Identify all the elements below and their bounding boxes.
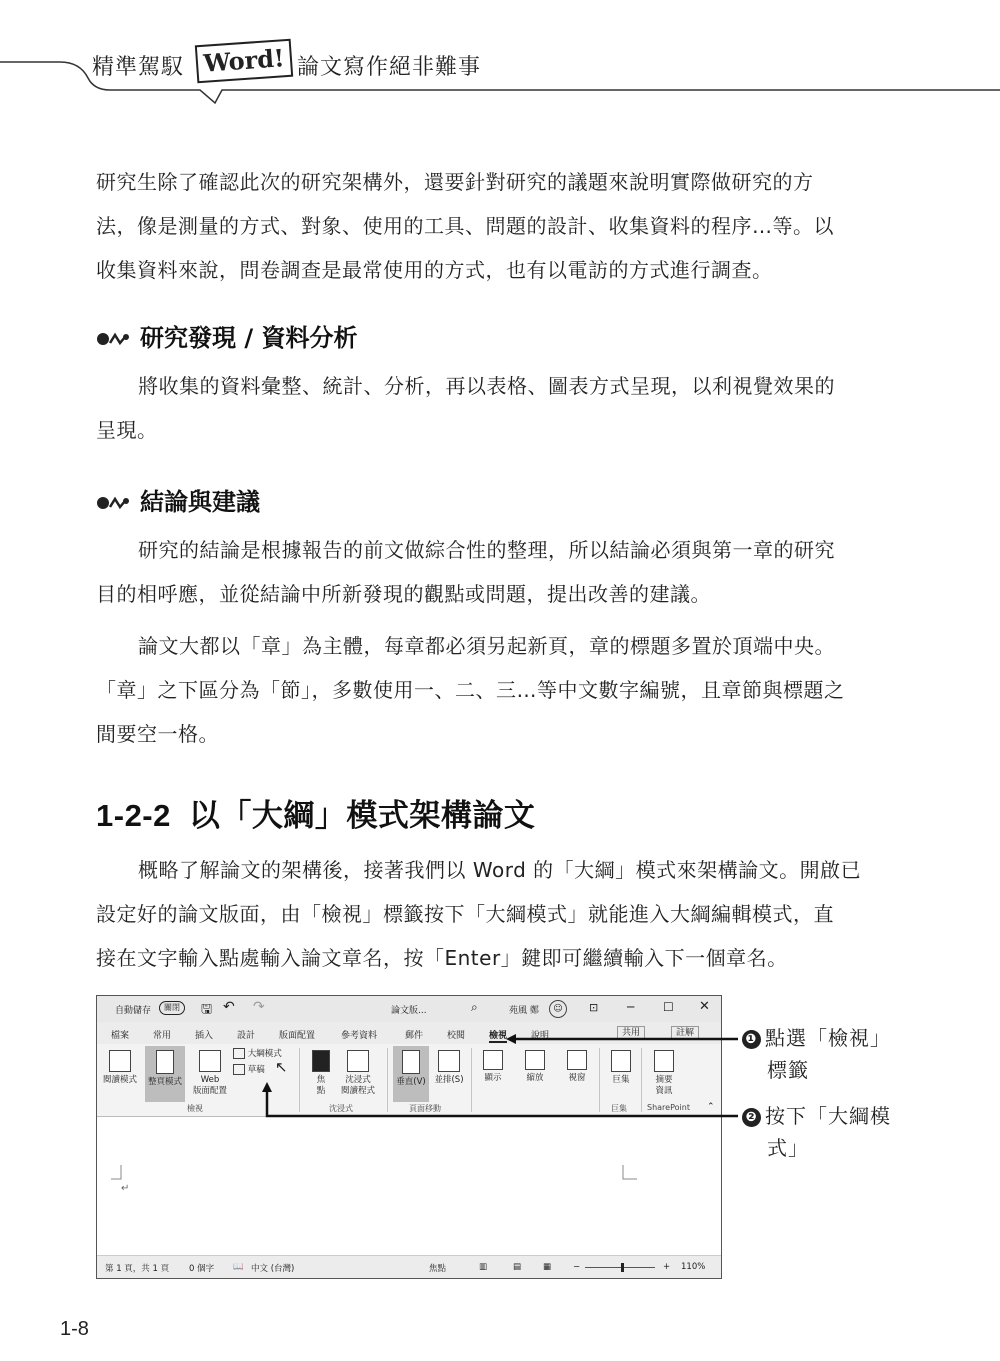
page-number: 1-8	[60, 1318, 89, 1340]
ribbon-display-icon[interactable]: ⊡	[589, 1001, 599, 1014]
user-name[interactable]: 苑風 鄭	[509, 1006, 539, 1016]
text-line: 間要空一格。	[96, 722, 219, 746]
language-indicator[interactable]: 中文 (台灣)	[251, 1264, 295, 1274]
callout-text: 按下「大綱模	[765, 1104, 891, 1128]
tab-mailings[interactable]: 郵件	[405, 1031, 424, 1041]
zoom-in-icon[interactable]: +	[663, 1262, 671, 1272]
document-title[interactable]: 論文版...	[391, 1006, 427, 1016]
mouse-pointer-icon: ↖	[275, 1058, 288, 1076]
read-mode-status-icon[interactable]: ▥	[479, 1262, 488, 1272]
subsection-title: 以「大綱」模式架構論文	[188, 798, 536, 834]
button-label: 垂直(V)	[396, 1077, 426, 1087]
avatar[interactable]: ☺	[549, 1000, 567, 1018]
text-line: 研究生除了確認此次的研究架構外，還要針對研究的議題來說明實際做研究的方	[96, 170, 814, 194]
word-count[interactable]: 0 個字	[189, 1264, 215, 1274]
word-logo: Word!	[195, 39, 293, 84]
button-label: 縮放	[526, 1073, 544, 1083]
button-label: 摘要	[655, 1075, 673, 1085]
callout-text: 式」	[767, 1136, 809, 1160]
comments-button[interactable]: 註解	[671, 1026, 699, 1040]
page-count[interactable]: 第 1 頁，共 1 頁	[105, 1264, 170, 1274]
button-label: 點	[316, 1086, 326, 1096]
button-label: 整頁模式	[147, 1077, 182, 1087]
text-line: 呈現。	[96, 418, 158, 442]
subsection-number: 1-2-2	[96, 798, 171, 833]
button-label: 視窗	[568, 1073, 586, 1083]
tab-home[interactable]: 常用	[153, 1031, 172, 1041]
group-label-macros: 巨集	[611, 1104, 627, 1113]
button-label: 焦	[316, 1075, 326, 1085]
text-line: 目的相呼應，並從結論中所新發現的觀點或問題，提出改善的建議。	[96, 582, 711, 606]
text-line: 設定好的論文版面，由「檢視」標籤按下「大綱模式」就能進入大綱編輯模式，直	[96, 902, 834, 926]
undo-icon[interactable]: ↶	[223, 999, 235, 1015]
group-label-views: 檢視	[187, 1104, 203, 1113]
print-layout-status-icon[interactable]: ▤	[513, 1262, 522, 1272]
tab-references[interactable]: 參考資料	[341, 1031, 378, 1041]
web-layout-status-icon[interactable]: ▦	[543, 1262, 552, 1272]
tab-layout[interactable]: 版面配置	[279, 1031, 316, 1041]
callout-2	[742, 1100, 891, 1164]
section-title: 研究發現 / 資料分析	[140, 324, 358, 352]
text-line: 論文大都以「章」為主體，每章都必須另起新頁，章的標題多置於頂端中央。	[138, 634, 835, 658]
callout-number: ❷	[742, 1108, 761, 1127]
tab-insert[interactable]: 插入	[195, 1031, 214, 1041]
tab-help[interactable]: 說明	[531, 1031, 550, 1041]
text-line: 研究的結論是根據報告的前文做綜合性的整理，所以結論必須與第一章的研究	[138, 538, 835, 562]
zoom-out-icon[interactable]: −	[573, 1262, 581, 1272]
autosave-toggle[interactable]: 關閉	[159, 1001, 185, 1015]
button-label: Web	[200, 1075, 220, 1085]
search-icon[interactable]: ⌕	[471, 1000, 478, 1014]
text-line: 法，像是測量的方式、對象、使用的工具、問題的設計、收集資料的程序…等。以	[96, 214, 834, 238]
group-label-sharepoint: SharePoint	[647, 1103, 690, 1112]
button-label: 並排(S)	[434, 1075, 464, 1085]
tab-view[interactable]: 檢視	[489, 1028, 507, 1043]
header-title-right: 論文寫作絕非難事	[297, 55, 482, 80]
group-label-immersive: 沈浸式	[329, 1104, 353, 1113]
minimize-icon[interactable]: ─	[627, 1000, 635, 1014]
button-label: 版面配置	[192, 1086, 227, 1096]
group-label-page-movement: 頁面移動	[409, 1104, 441, 1113]
button-label: 閱讀程式	[340, 1086, 375, 1096]
text-line: 收集資料來說，問卷調查是最常使用的方式，也有以電訪的方式進行調查。	[96, 258, 773, 282]
callout-text: 點選「檢視」	[765, 1026, 891, 1050]
callout-text: 標籤	[767, 1058, 809, 1082]
callout-1	[742, 1022, 891, 1086]
tab-design[interactable]: 設計	[237, 1031, 256, 1041]
button-label: 巨集	[612, 1075, 630, 1085]
redo-icon[interactable]: ↷	[253, 999, 265, 1015]
proofing-icon[interactable]: 📖	[233, 1262, 244, 1272]
section-title: 結論與建議	[140, 488, 260, 516]
focus-status-button[interactable]: 焦點	[429, 1264, 447, 1274]
text-line: 將收集的資料彙整、統計、分析，再以表格、圖表方式呈現，以利視覺效果的	[138, 374, 835, 398]
button-label: 草稿	[247, 1065, 265, 1075]
close-icon[interactable]: ✕	[699, 999, 710, 1014]
callout-number: ❶	[742, 1030, 761, 1049]
collapse-ribbon-icon[interactable]: ⌃	[707, 1102, 715, 1112]
button-label: 沈浸式	[345, 1075, 371, 1085]
save-icon[interactable]: 🖫	[201, 1002, 213, 1017]
tab-file[interactable]: 檔案	[111, 1031, 130, 1041]
share-button[interactable]: 共用	[617, 1026, 645, 1040]
button-label: 大綱模式	[247, 1049, 282, 1059]
text-line: 概略了解論文的架構後，接著我們以 Word 的「大綱」模式來架構論文。開啟已	[138, 858, 862, 882]
button-label: 閱讀模式	[103, 1075, 138, 1085]
paragraph-mark-icon: ↵	[121, 1183, 130, 1194]
maximize-icon[interactable]: ☐	[663, 1000, 674, 1014]
tab-review[interactable]: 校閱	[447, 1031, 466, 1041]
text-line: 接在文字輸入點處輸入論文章名，按「Enter」鍵即可繼續輸入下一個章名。	[96, 946, 788, 970]
button-label: 顯示	[484, 1073, 502, 1083]
autosave-label: 自動儲存	[115, 1006, 152, 1016]
header-title-left: 精準駕馭	[92, 55, 185, 80]
button-label: 資訊	[655, 1086, 673, 1096]
zoom-level[interactable]: 110%	[681, 1262, 706, 1272]
text-line: 「章」之下區分為「節」，多數使用一、二、三…等中文數字編號，且章節與標題之	[96, 678, 845, 702]
